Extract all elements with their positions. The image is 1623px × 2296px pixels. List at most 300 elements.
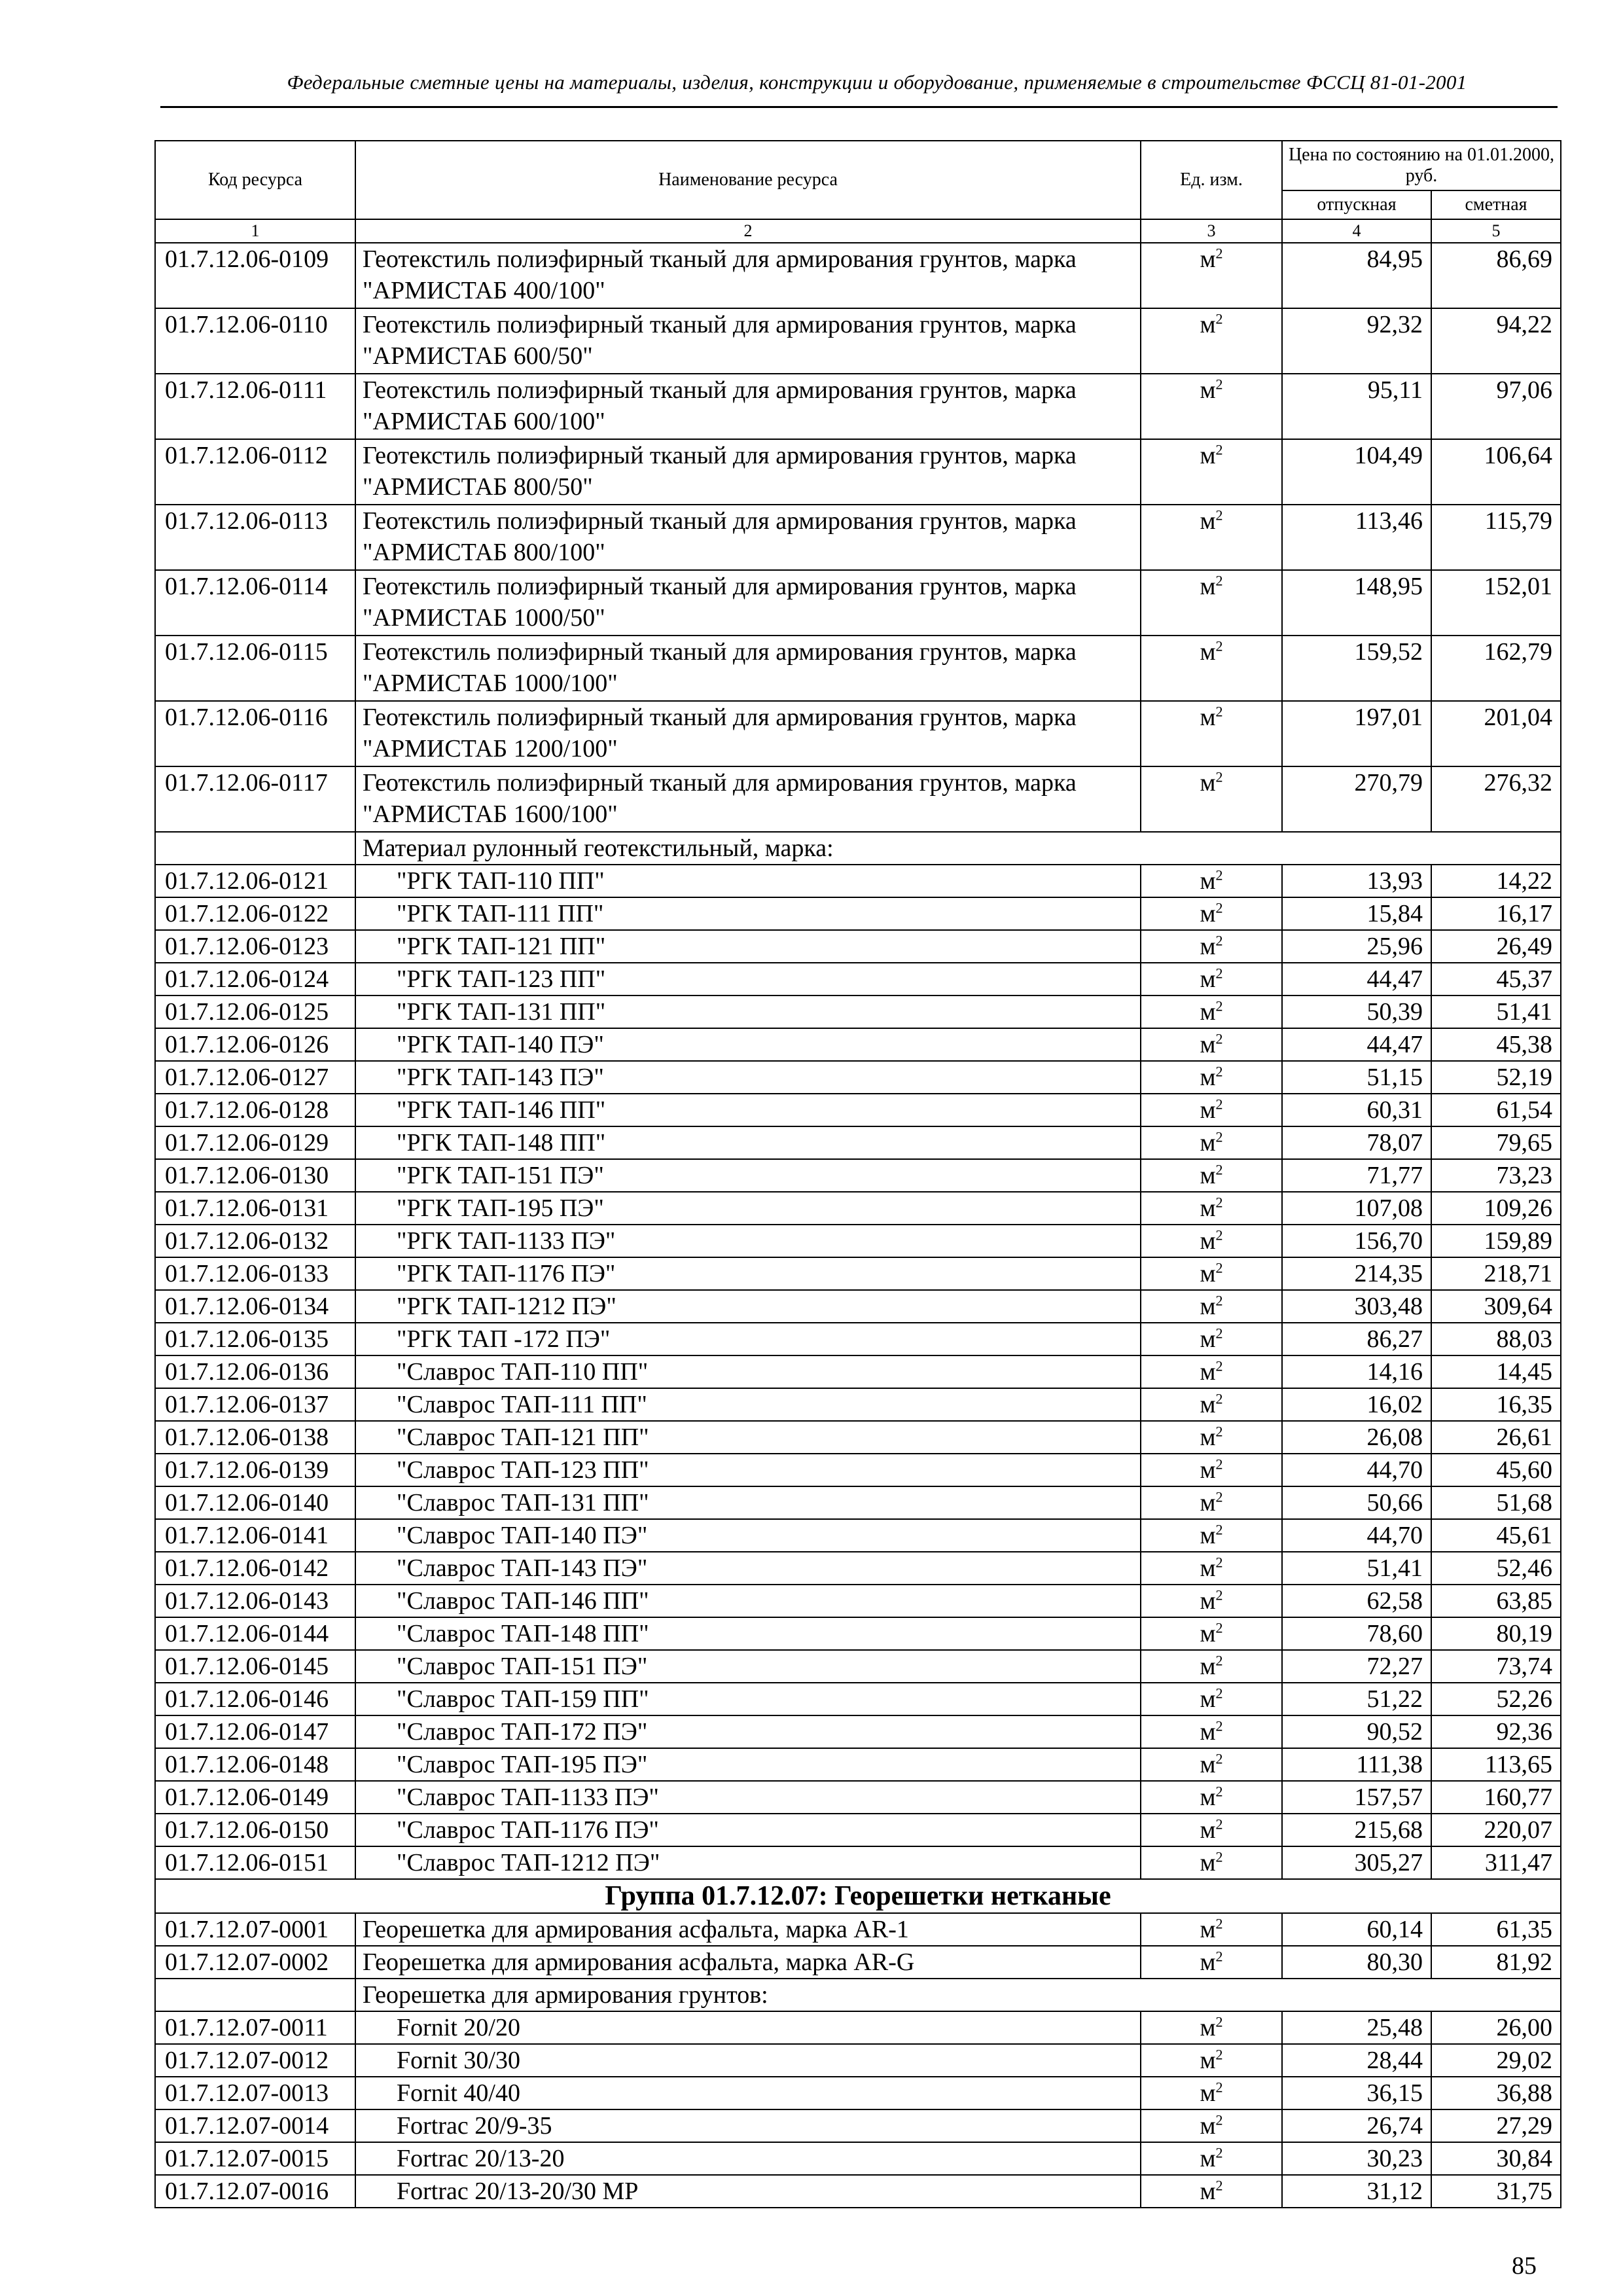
unit-cell [1141, 2011, 1282, 2044]
estimate-price: 27,29 [1431, 2109, 1561, 2142]
release-price: 28,44 [1282, 2044, 1431, 2077]
resource-name: "РГК ТАП-131 ПП" [397, 998, 606, 1026]
unit-base: м [1200, 1227, 1216, 1255]
unit-base: м [1200, 933, 1216, 960]
release-price: 30,23 [1282, 2142, 1431, 2175]
resource-name-cell [355, 1159, 1141, 1192]
estimate-price: 94,22 [1431, 308, 1561, 374]
resource-code: 01.7.12.07-0001 [155, 1913, 355, 1946]
estimate-price: 159,89 [1431, 1225, 1561, 1257]
unit-exponent: 2 [1215, 703, 1223, 720]
unit-exponent: 2 [1215, 1783, 1223, 1800]
resource-name-cell [355, 1421, 1141, 1454]
table-row [155, 1421, 1561, 1454]
estimate-price: 79,65 [1431, 1126, 1561, 1159]
unit-base: м [1200, 1293, 1216, 1320]
release-price: 15,84 [1282, 897, 1431, 930]
unit-exponent: 2 [1215, 245, 1223, 262]
unit-base: м [1200, 1489, 1216, 1516]
resource-name: "РГК ТАП-110 ПП" [397, 867, 605, 895]
resource-code: 01.7.12.06-0124 [155, 963, 355, 996]
unit-base: м [1200, 867, 1216, 895]
resource-name: Геотекстиль полиэфирный тканый для армирования грунтов, марка "АРМИСТАБ 600/100" [363, 376, 1077, 435]
resource-code: 01.7.12.06-0133 [155, 1257, 355, 1290]
unit-base: м [1200, 2178, 1216, 2205]
unit-base: м [1200, 638, 1216, 666]
unit-exponent: 2 [1215, 1554, 1223, 1571]
unit-cell [1141, 963, 1282, 996]
table-row [155, 2109, 1561, 2142]
resource-code: 01.7.12.06-0129 [155, 1126, 355, 1159]
release-price: 50,39 [1282, 996, 1431, 1028]
unit-cell [1141, 439, 1282, 505]
estimate-price: 51,41 [1431, 996, 1561, 1028]
resource-code: 01.7.12.06-0114 [155, 570, 355, 636]
release-price: 60,31 [1282, 1094, 1431, 1126]
resource-name: "Славрос ТАП-148 ПП" [397, 1620, 649, 1647]
estimate-price: 309,64 [1431, 1290, 1561, 1323]
table-row [155, 1486, 1561, 1519]
estimate-price: 81,92 [1431, 1946, 1561, 1979]
resource-name: "Славрос ТАП-195 ПЭ" [397, 1751, 648, 1778]
estimate-price: 73,23 [1431, 1159, 1561, 1192]
unit-base: м [1200, 1784, 1216, 1811]
release-price: 159,52 [1282, 636, 1431, 701]
table-row [155, 1028, 1561, 1061]
resource-name: Геотекстиль полиэфирный тканый для армирования грунтов, марка "АРМИСТАБ 1000/50" [363, 573, 1077, 632]
unit-base: м [1200, 1751, 1216, 1778]
unit-cell [1141, 2109, 1282, 2142]
unit-exponent: 2 [1215, 997, 1223, 1014]
resource-name-cell [355, 1715, 1141, 1748]
release-price: 78,07 [1282, 1126, 1431, 1159]
resource-name: Геотекстиль полиэфирный тканый для армирования грунтов, марка "АРМИСТАБ 1600/100" [363, 769, 1077, 828]
estimate-price: 61,35 [1431, 1913, 1561, 1946]
unit-cell [1141, 570, 1282, 636]
unit-cell [1141, 1650, 1282, 1683]
unit-base: м [1200, 2079, 1216, 2107]
resource-name-cell [355, 1225, 1141, 1257]
resource-name-cell [355, 1683, 1141, 1715]
release-price: 84,95 [1282, 243, 1431, 308]
page-header-title: Федеральные сметные цены на материалы, изделия, конструкции и оборудование, применяемые в строительстве ФССЦ 81-01-2001 [287, 71, 1467, 94]
resource-code: 01.7.12.06-0122 [155, 897, 355, 930]
resource-name: Геотекстиль полиэфирный тканый для армирования грунтов, марка "АРМИСТАБ 800/100" [363, 507, 1077, 566]
unit-cell [1141, 374, 1282, 439]
unit-exponent: 2 [1215, 2013, 1223, 2030]
release-price: 92,32 [1282, 308, 1431, 374]
unit-cell [1141, 1388, 1282, 1421]
estimate-price: 14,45 [1431, 1355, 1561, 1388]
resource-name-cell [355, 1192, 1141, 1225]
unit-base: м [1200, 769, 1216, 797]
unit-base: м [1200, 1129, 1216, 1157]
estimate-price: 152,01 [1431, 570, 1561, 636]
resource-name-cell [355, 1454, 1141, 1486]
unit-cell [1141, 1748, 1282, 1781]
unit-cell [1141, 1290, 1282, 1323]
resource-name-cell [355, 701, 1141, 766]
table-row [155, 1913, 1561, 1946]
unit-base: м [1200, 1424, 1216, 1451]
estimate-price: 52,46 [1431, 1552, 1561, 1585]
resource-name-cell [355, 1323, 1141, 1355]
resource-name: "РГК ТАП-143 ПЭ" [397, 1064, 604, 1091]
estimate-price: 26,00 [1431, 2011, 1561, 2044]
unit-exponent: 2 [1215, 1194, 1223, 1211]
table-row [155, 308, 1561, 374]
resource-name: "Славрос ТАП-1176 ПЭ" [397, 1816, 659, 1844]
release-price: 50,66 [1282, 1486, 1431, 1519]
estimate-price: 30,84 [1431, 2142, 1561, 2175]
resource-name-cell [355, 1519, 1141, 1552]
unit-base: м [1200, 442, 1216, 469]
unit-base: м [1200, 704, 1216, 731]
resource-code: 01.7.12.06-0136 [155, 1355, 355, 1388]
unit-exponent: 2 [1215, 1816, 1223, 1833]
table-row [155, 2175, 1561, 2208]
release-price: 72,27 [1282, 1650, 1431, 1683]
estimate-price: 16,35 [1431, 1388, 1561, 1421]
unit-base: м [1200, 1064, 1216, 1091]
resource-code: 01.7.12.06-0128 [155, 1094, 355, 1126]
resource-name: "Славрос ТАП-131 ПП" [397, 1489, 649, 1516]
unit-cell [1141, 1061, 1282, 1094]
estimate-price: 106,64 [1431, 439, 1561, 505]
resource-code: 01.7.12.06-0149 [155, 1781, 355, 1814]
unit-cell [1141, 636, 1282, 701]
estimate-price: 86,69 [1431, 243, 1561, 308]
resource-name: "Славрос ТАП-151 ПЭ" [397, 1653, 648, 1680]
unit-exponent: 2 [1215, 376, 1223, 393]
unit-cell [1141, 1126, 1282, 1159]
resource-name-cell [355, 439, 1141, 505]
estimate-price: 115,79 [1431, 505, 1561, 570]
resource-code: 01.7.12.06-0110 [155, 308, 355, 374]
release-price: 303,48 [1282, 1290, 1431, 1323]
unit-base: м [1200, 245, 1216, 273]
unit-base: м [1200, 376, 1216, 404]
estimate-price: 45,37 [1431, 963, 1561, 996]
table-row [155, 570, 1561, 636]
resource-name: "Славрос ТАП-123 ПП" [397, 1456, 649, 1484]
release-price: 51,15 [1282, 1061, 1431, 1094]
table-row [155, 2142, 1561, 2175]
estimate-price: 201,04 [1431, 701, 1561, 766]
unit-exponent: 2 [1215, 2079, 1223, 2096]
release-price: 148,95 [1282, 570, 1431, 636]
resource-name: Fortrac 20/13-20/30 MP [397, 2178, 639, 2205]
unit-base: м [1200, 1031, 1216, 1058]
resource-code: 01.7.12.06-0150 [155, 1814, 355, 1846]
resource-name-cell [355, 963, 1141, 996]
estimate-price: 36,88 [1431, 2077, 1561, 2109]
resource-name-cell [355, 1028, 1141, 1061]
resource-name-cell [355, 1257, 1141, 1290]
estimate-price: 14,22 [1431, 865, 1561, 897]
unit-base: м [1200, 1358, 1216, 1386]
table-row [155, 766, 1561, 832]
unit-exponent: 2 [1215, 1161, 1223, 1178]
unit-exponent: 2 [1215, 1948, 1223, 1965]
resource-name-cell [355, 308, 1141, 374]
unit-exponent: 2 [1215, 1063, 1223, 1080]
unit-exponent: 2 [1215, 1717, 1223, 1734]
release-price: 107,08 [1282, 1192, 1431, 1225]
estimate-price: 73,74 [1431, 1650, 1561, 1683]
estimate-price: 162,79 [1431, 636, 1561, 701]
resource-name-cell [355, 570, 1141, 636]
resource-name-cell [355, 1355, 1141, 1388]
estimate-price: 45,38 [1431, 1028, 1561, 1061]
table-row [155, 1715, 1561, 1748]
resource-name: Георешетка для армирования асфальта, марка AR-1 [363, 1916, 909, 1943]
release-price: 78,60 [1282, 1617, 1431, 1650]
release-price: 90,52 [1282, 1715, 1431, 1748]
resource-name: Fornit 40/40 [397, 2079, 520, 2107]
resource-code: 01.7.12.06-0148 [155, 1748, 355, 1781]
estimate-price: 276,32 [1431, 766, 1561, 832]
resource-name-cell [355, 636, 1141, 701]
resource-name-cell [355, 2077, 1141, 2109]
resource-name-cell [355, 1748, 1141, 1781]
release-price: 25,96 [1282, 930, 1431, 963]
resource-code: 01.7.12.06-0130 [155, 1159, 355, 1192]
resource-name: "РГК ТАП-1212 ПЭ" [397, 1293, 616, 1320]
release-price: 25,48 [1282, 2011, 1431, 2044]
resource-code: 01.7.12.06-0146 [155, 1683, 355, 1715]
table-row [155, 2044, 1561, 2077]
estimate-price: 218,71 [1431, 1257, 1561, 1290]
subheading-row [155, 832, 1561, 865]
resource-code: 01.7.12.06-0121 [155, 865, 355, 897]
resource-name-cell [355, 1388, 1141, 1421]
release-price: 270,79 [1282, 766, 1431, 832]
resource-name: "Славрос ТАП-140 ПЭ" [397, 1522, 648, 1549]
resource-name-cell [355, 1814, 1141, 1846]
unit-base: м [1200, 573, 1216, 600]
release-price: 60,14 [1282, 1913, 1431, 1946]
resource-code: 01.7.12.06-0132 [155, 1225, 355, 1257]
table-row [155, 1617, 1561, 1650]
resource-name-cell [355, 897, 1141, 930]
empty-cell [155, 832, 355, 865]
unit-cell [1141, 2142, 1282, 2175]
unit-exponent: 2 [1215, 1030, 1223, 1047]
resource-name-cell [355, 2011, 1141, 2044]
estimate-price: 45,61 [1431, 1519, 1561, 1552]
resource-code: 01.7.12.06-0111 [155, 374, 355, 439]
unit-cell [1141, 930, 1282, 963]
resource-name: "Славрос ТАП-111 ПП" [397, 1391, 647, 1418]
unit-exponent: 2 [1215, 1227, 1223, 1244]
unit-cell [1141, 766, 1282, 832]
resource-code: 01.7.12.06-0138 [155, 1421, 355, 1454]
resource-code: 01.7.12.06-0142 [155, 1552, 355, 1585]
resource-code: 01.7.12.07-0016 [155, 2175, 355, 2208]
resource-name-cell [355, 1486, 1141, 1519]
estimate-price: 29,02 [1431, 2044, 1561, 2077]
unit-exponent: 2 [1215, 1619, 1223, 1636]
estimate-price: 88,03 [1431, 1323, 1561, 1355]
resource-name: Fornit 30/30 [397, 2047, 520, 2074]
unit-base: м [1200, 1325, 1216, 1353]
unit-cell [1141, 1159, 1282, 1192]
subheading-label: Материал рулонный геотекстильный, марка: [355, 832, 1561, 865]
unit-exponent: 2 [1215, 572, 1223, 589]
unit-exponent: 2 [1215, 2177, 1223, 2194]
unit-exponent: 2 [1215, 867, 1223, 884]
release-price: 44,47 [1282, 1028, 1431, 1061]
release-price: 305,27 [1282, 1846, 1431, 1879]
unit-exponent: 2 [1215, 1096, 1223, 1113]
unit-base: м [1200, 507, 1216, 535]
unit-exponent: 2 [1215, 2144, 1223, 2161]
table-row [155, 1454, 1561, 1486]
resource-code: 01.7.12.07-0014 [155, 2109, 355, 2142]
resource-code: 01.7.12.06-0115 [155, 636, 355, 701]
table-row [155, 1781, 1561, 1814]
resource-name: "Славрос ТАП-159 ПП" [397, 1685, 649, 1713]
col-header-price-group: Цена по состоянию на 01.01.2000, руб. [1282, 141, 1561, 190]
release-price: 80,30 [1282, 1946, 1431, 1979]
resource-name-cell [355, 1290, 1141, 1323]
unit-base: м [1200, 1718, 1216, 1746]
resource-name: Геотекстиль полиэфирный тканый для армирования грунтов, марка "АРМИСТАБ 1000/100" [363, 638, 1077, 697]
resource-name-cell [355, 1585, 1141, 1617]
release-price: 197,01 [1282, 701, 1431, 766]
resource-name: "РГК ТАП-123 ПП" [397, 965, 606, 993]
resource-name: "РГК ТАП-151 ПЭ" [397, 1162, 604, 1189]
resource-name-cell [355, 766, 1141, 832]
col-number: 3 [1141, 219, 1282, 243]
resource-name: Геотекстиль полиэфирный тканый для армирования грунтов, марка "АРМИСТАБ 1200/100" [363, 704, 1077, 762]
table-row [155, 1061, 1561, 1094]
table-row [155, 1094, 1561, 1126]
unit-base: м [1200, 311, 1216, 338]
resource-name: Геотекстиль полиэфирный тканый для армирования грунтов, марка "АРМИСТАБ 400/100" [363, 245, 1077, 304]
unit-cell [1141, 2175, 1282, 2208]
unit-exponent: 2 [1215, 441, 1223, 458]
resource-code: 01.7.12.06-0135 [155, 1323, 355, 1355]
estimate-price: 26,61 [1431, 1421, 1561, 1454]
table-row [155, 439, 1561, 505]
unit-cell [1141, 1094, 1282, 1126]
resource-code: 01.7.12.06-0117 [155, 766, 355, 832]
resource-code: 01.7.12.06-0141 [155, 1519, 355, 1552]
table-row [155, 1355, 1561, 1388]
resource-name: "РГК ТАП-146 ПП" [397, 1096, 606, 1124]
unit-exponent: 2 [1215, 768, 1223, 785]
unit-base: м [1200, 2047, 1216, 2074]
unit-base: м [1200, 1194, 1216, 1222]
unit-cell [1141, 1323, 1282, 1355]
unit-exponent: 2 [1215, 1915, 1223, 1932]
unit-cell [1141, 1846, 1282, 1879]
unit-exponent: 2 [1215, 1259, 1223, 1276]
release-price: 95,11 [1282, 374, 1431, 439]
table-row [155, 505, 1561, 570]
release-price: 157,57 [1282, 1781, 1431, 1814]
estimate-price: 31,75 [1431, 2175, 1561, 2208]
table-row [155, 1748, 1561, 1781]
col-number: 4 [1282, 219, 1431, 243]
unit-exponent: 2 [1215, 1848, 1223, 1865]
unit-base: м [1200, 1948, 1216, 1976]
table-row [155, 996, 1561, 1028]
release-price: 86,27 [1282, 1323, 1431, 1355]
col-header-release: отпускная [1282, 190, 1431, 219]
unit-exponent: 2 [1215, 965, 1223, 982]
estimate-price: 51,68 [1431, 1486, 1561, 1519]
release-price: 214,35 [1282, 1257, 1431, 1290]
unit-cell [1141, 1552, 1282, 1585]
unit-exponent: 2 [1215, 1325, 1223, 1342]
resource-name: "РГК ТАП -172 ПЭ" [397, 1325, 611, 1353]
unit-exponent: 2 [1215, 1652, 1223, 1669]
unit-base: м [1200, 1685, 1216, 1713]
unit-exponent: 2 [1215, 637, 1223, 655]
unit-exponent: 2 [1215, 932, 1223, 949]
estimate-price: 311,47 [1431, 1846, 1561, 1879]
resource-name-cell [355, 1781, 1141, 1814]
unit-exponent: 2 [1215, 1292, 1223, 1309]
release-price: 111,38 [1282, 1748, 1431, 1781]
unit-base: м [1200, 1391, 1216, 1418]
estimate-price: 63,85 [1431, 1585, 1561, 1617]
table-row [155, 1323, 1561, 1355]
unit-cell [1141, 1028, 1282, 1061]
table-row [155, 1290, 1561, 1323]
unit-base: м [1200, 1916, 1216, 1943]
unit-exponent: 2 [1215, 899, 1223, 916]
estimate-price: 16,17 [1431, 897, 1561, 930]
price-table [154, 140, 1561, 2208]
table-row [155, 963, 1561, 996]
resource-name-cell [355, 1946, 1141, 1979]
unit-exponent: 2 [1215, 1357, 1223, 1374]
unit-exponent: 2 [1215, 1423, 1223, 1440]
unit-cell [1141, 701, 1282, 766]
col-header-unit: Ед. изм. [1141, 141, 1282, 219]
resource-code: 01.7.12.06-0113 [155, 505, 355, 570]
resource-name: "РГК ТАП-148 ПП" [397, 1129, 606, 1157]
resource-code: 01.7.12.06-0109 [155, 243, 355, 308]
unit-cell [1141, 2044, 1282, 2077]
table-row [155, 1225, 1561, 1257]
resource-code: 01.7.12.06-0147 [155, 1715, 355, 1748]
release-price: 44,47 [1282, 963, 1431, 996]
unit-exponent: 2 [1215, 507, 1223, 524]
resource-name: "Славрос ТАП-146 ПП" [397, 1587, 649, 1615]
release-price: 62,58 [1282, 1585, 1431, 1617]
col-header-name: Наименование ресурса [355, 141, 1141, 219]
unit-base: м [1200, 1554, 1216, 1582]
resource-code: 01.7.12.06-0140 [155, 1486, 355, 1519]
unit-exponent: 2 [1215, 2046, 1223, 2063]
estimate-price: 61,54 [1431, 1094, 1561, 1126]
resource-name: "Славрос ТАП-1133 ПЭ" [397, 1784, 659, 1811]
unit-base: м [1200, 2145, 1216, 2172]
unit-cell [1141, 1486, 1282, 1519]
resource-name-cell [355, 2109, 1141, 2142]
unit-cell [1141, 1913, 1282, 1946]
release-price: 71,77 [1282, 1159, 1431, 1192]
resource-code: 01.7.12.06-0145 [155, 1650, 355, 1683]
col-number: 5 [1431, 219, 1561, 243]
resource-name-cell [355, 374, 1141, 439]
resource-code: 01.7.12.06-0112 [155, 439, 355, 505]
